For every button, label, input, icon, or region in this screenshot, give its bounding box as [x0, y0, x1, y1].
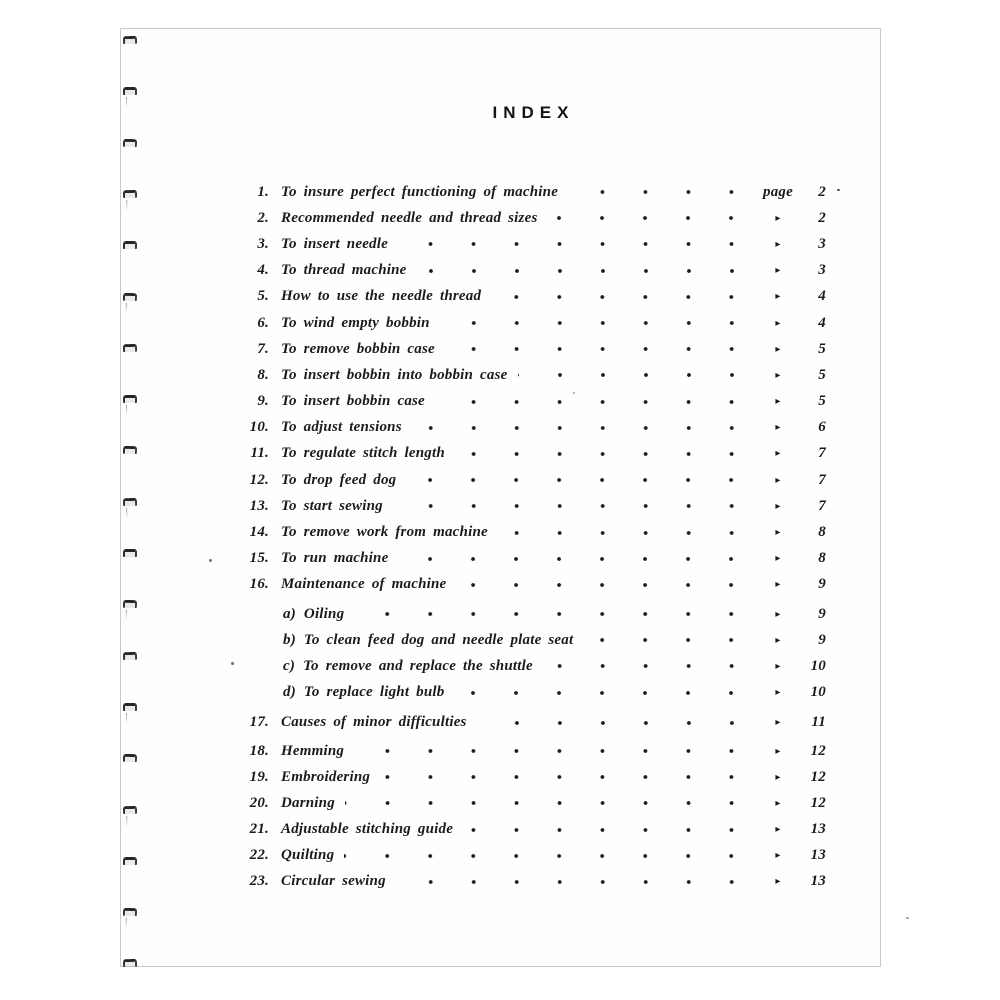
entry-title: To insure perfect functioning of machine: [281, 183, 559, 200]
page-marker: ▸: [775, 474, 781, 486]
page-title: INDEX: [492, 103, 575, 122]
dot-leader: [543, 660, 754, 672]
toc-entry: [239, 284, 826, 310]
dot-leader: [412, 422, 754, 434]
entry-number: 15.: [249, 550, 269, 567]
page-marker: ▸: [775, 265, 781, 277]
entry-page-number: 8: [818, 550, 826, 567]
binding-hole-mark: [123, 87, 137, 95]
entry-number: a): [283, 605, 296, 622]
binding-hole-mark: [123, 241, 137, 249]
binding-hole-mark: [123, 805, 137, 813]
page-marker: ▸: [775, 850, 781, 862]
binding-hole-mark: [123, 857, 137, 865]
entry-page-number: 12: [810, 768, 826, 785]
entry-page-number: 12: [810, 794, 826, 811]
entry-number: b): [283, 631, 296, 648]
toc-entry: [239, 738, 826, 764]
entry-number: 23.: [249, 873, 269, 890]
toc-entry: [239, 310, 826, 336]
page-marker: ▸: [775, 687, 781, 699]
entry-page-number: 6: [818, 419, 826, 436]
entry-page-number: 3: [818, 262, 826, 279]
scan-speck: [231, 662, 234, 665]
dot-leader: [455, 448, 754, 460]
entry-page-number: 9: [818, 631, 826, 648]
toc-entry: [239, 843, 826, 869]
page-marker: ▸: [775, 369, 781, 381]
entry-page-number: 4: [818, 314, 826, 331]
page-marker: ▸: [775, 745, 781, 757]
page-marker: page: [763, 183, 793, 200]
entry-title: Causes of minor difficulties: [281, 714, 467, 731]
entry-number: 16.: [249, 576, 269, 593]
dot-leader: [393, 500, 754, 512]
binding-hole-mark: [123, 344, 137, 352]
toc-entry: [239, 572, 826, 598]
dot-leader: [396, 876, 754, 888]
entry-page-number: 9: [818, 576, 826, 593]
entry-number: 13.: [249, 497, 269, 514]
entry-title: Adjustable stitching guide: [281, 821, 454, 838]
page-marker: ▸: [775, 608, 781, 620]
entry-title: Quilting: [281, 847, 335, 864]
binding-hole-mark: [123, 754, 137, 762]
toc-entry: [239, 869, 826, 895]
entry-page-number: 2: [818, 183, 826, 200]
page-marker: ▸: [775, 771, 781, 783]
toc-entry: [239, 790, 826, 816]
entry-title: To insert needle: [281, 235, 388, 252]
dot-leader: [406, 474, 754, 486]
entry-number: 9.: [257, 393, 269, 410]
entry-number: 4.: [257, 262, 269, 279]
toc-entry: [239, 467, 826, 493]
toc-entry: [239, 680, 826, 706]
entry-page-number: 2: [818, 209, 826, 226]
entry-number: c): [283, 657, 296, 674]
page-marker: ▸: [775, 797, 781, 809]
binding-hole-mark: [123, 36, 137, 44]
entry-page-number: 3: [818, 235, 826, 252]
dot-leader: [463, 824, 754, 836]
binding-hole-mark: [123, 190, 137, 198]
binding-hole-mark: [123, 651, 137, 659]
entry-number: 3.: [257, 235, 269, 252]
entry-title: Circular sewing: [281, 873, 386, 890]
toc-entry: [239, 653, 826, 679]
dot-leader: [491, 291, 754, 303]
entry-page-number: 13: [810, 847, 826, 864]
entry-title: To regulate stitch length: [281, 445, 445, 462]
entry-page-number: 4: [818, 288, 826, 305]
dot-leader: [445, 343, 754, 355]
entry-page-number: 13: [810, 821, 826, 838]
page-marker: ▸: [775, 422, 781, 434]
entry-page-number: 7: [818, 497, 826, 514]
scan-speck: [837, 189, 840, 191]
entry-number: 19.: [249, 768, 269, 785]
entry-title: To adjust tensions: [281, 419, 402, 436]
page-marker: ▸: [775, 553, 781, 565]
scan-speck: [906, 917, 909, 919]
binding-hole-mark: [123, 908, 137, 916]
entry-title: To start sewing: [281, 497, 383, 514]
entry-page-number: 10: [810, 657, 826, 674]
entry-page-number: 5: [818, 393, 826, 410]
entry-number: 8.: [257, 366, 269, 383]
toc-entry: [239, 362, 826, 388]
binding-holes-strip: [121, 29, 151, 966]
page-marker: ▸: [775, 717, 781, 729]
binding-hole-mark: [123, 138, 137, 146]
entry-title: Hemming: [281, 742, 345, 759]
page-marker: ▸: [775, 500, 781, 512]
dot-leader: [498, 527, 754, 539]
toc-entry: [239, 415, 826, 441]
page-marker: ▸: [775, 634, 781, 646]
dot-leader: [477, 717, 754, 729]
page-marker: ▸: [775, 660, 781, 672]
entry-number: 1.: [257, 183, 269, 200]
entry-page-number: 5: [818, 340, 826, 357]
entry-title: Maintenance of machine: [281, 576, 447, 593]
entry-title: To thread machine: [281, 262, 407, 279]
toc-entry: [239, 179, 826, 205]
entry-title: Oiling: [303, 605, 345, 622]
toc-entry: [239, 519, 826, 545]
dot-leader: [435, 396, 754, 408]
entry-title: To remove and replace the shuttle: [303, 657, 533, 674]
entry-title: To drop feed dog: [281, 471, 397, 488]
entry-number: 20.: [249, 794, 269, 811]
toc-entry: [239, 336, 826, 362]
page-marker: ▸: [775, 824, 781, 836]
toc-entry: [239, 546, 826, 572]
entry-number: d): [283, 684, 296, 701]
entry-title: To remove bobbin case: [281, 340, 435, 357]
dot-leader: [417, 265, 754, 277]
toc-entry: [239, 231, 826, 257]
dot-leader: [454, 687, 754, 699]
binding-hole-mark: [123, 703, 137, 711]
binding-hole-mark: [123, 292, 137, 300]
entry-number: 17.: [249, 714, 269, 731]
toc-entry: [239, 764, 826, 790]
dot-leader: [440, 317, 754, 329]
entry-number: 11.: [250, 445, 269, 462]
dot-leader: [583, 634, 754, 646]
entry-number: 22.: [249, 847, 269, 864]
scan-speck: [573, 392, 575, 394]
entry-title: To remove work from machine: [281, 524, 488, 541]
dot-leader: [398, 238, 754, 250]
dot-leader: [354, 745, 754, 757]
entry-page-number: 8: [818, 524, 826, 541]
page-marker: ▸: [775, 396, 781, 408]
dot-leader: [518, 369, 755, 381]
entry-number: 6.: [257, 314, 269, 331]
entry-page-number: 9: [818, 605, 826, 622]
entry-number: 2.: [257, 209, 269, 226]
page-marker: ▸: [775, 238, 781, 250]
dot-leader: [398, 553, 754, 565]
scan-speck: [209, 559, 212, 562]
page-marker: ▸: [775, 448, 781, 460]
entry-title: To wind empty bobbin: [281, 314, 430, 331]
paper-sheet: [120, 28, 881, 967]
toc-entry: [239, 627, 826, 653]
dot-leader: [456, 579, 754, 591]
toc-entry: [239, 441, 826, 467]
entry-title: To replace light bulb: [303, 684, 445, 701]
binding-hole-mark: [123, 959, 137, 967]
entry-page-number: 11: [811, 714, 826, 731]
entry-page-number: 10: [810, 684, 826, 701]
entry-number: 21.: [249, 821, 269, 838]
entry-page-number: 7: [818, 471, 826, 488]
index-list: [239, 179, 826, 895]
entry-page-number: 5: [818, 366, 826, 383]
page-marker: ▸: [775, 291, 781, 303]
dot-leader: [354, 608, 754, 620]
entry-number: 5.: [257, 288, 269, 305]
entry-title: Recommended needle and thread sizes: [281, 209, 538, 226]
entry-page-number: 7: [818, 445, 826, 462]
page-marker: ▸: [775, 212, 781, 224]
entry-number: 7.: [257, 340, 269, 357]
entry-page-number: 13: [810, 873, 826, 890]
page-marker: ▸: [775, 579, 781, 591]
entry-title: To clean feed dog and needle plate seat: [303, 631, 574, 648]
binding-hole-mark: [123, 498, 137, 506]
binding-hole-mark: [123, 446, 137, 454]
toc-entry: [239, 710, 826, 736]
toc-entry: [239, 817, 826, 843]
entry-number: 14.: [249, 524, 269, 541]
toc-entry: [239, 258, 826, 284]
entry-title: To insert bobbin case: [281, 393, 425, 410]
page-marker: ▸: [775, 343, 781, 355]
dot-leader: [344, 850, 754, 862]
dot-leader: [568, 186, 754, 198]
entry-number: 12.: [249, 471, 269, 488]
entry-page-number: 12: [810, 742, 826, 759]
entry-title: Embroidering: [281, 768, 371, 785]
toc-entry: [239, 601, 826, 627]
binding-hole-mark: [123, 600, 137, 608]
page-marker: ▸: [775, 527, 781, 539]
toc-entry: [239, 205, 826, 231]
entry-title: To insert bobbin into bobbin case: [281, 366, 508, 383]
dot-leader: [547, 212, 754, 224]
page-marker: ▸: [775, 317, 781, 329]
entry-number: 10.: [249, 419, 269, 436]
entry-title: Darning: [281, 794, 335, 811]
dot-leader: [345, 797, 754, 809]
entry-title: How to use the needle thread: [281, 288, 482, 305]
entry-title: To run machine: [281, 550, 389, 567]
entry-number: 18.: [249, 742, 269, 759]
binding-hole-mark: [123, 549, 137, 557]
dot-leader: [380, 771, 754, 783]
binding-hole-mark: [123, 395, 137, 403]
toc-entry: [239, 389, 826, 415]
toc-entry: [239, 493, 826, 519]
page-marker: ▸: [775, 876, 781, 888]
